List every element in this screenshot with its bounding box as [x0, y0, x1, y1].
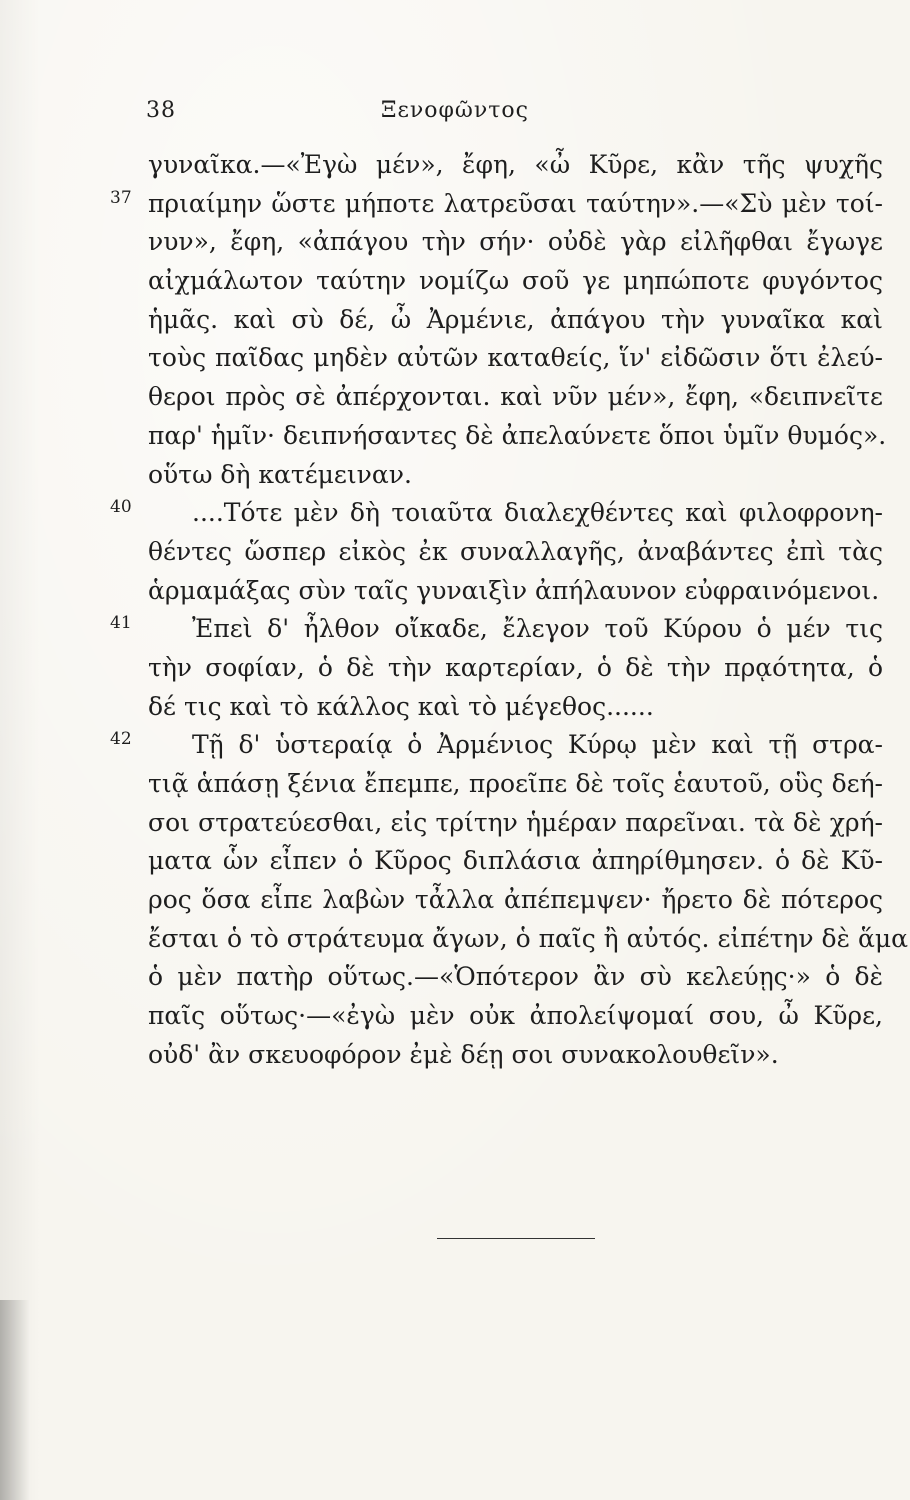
text-line [148, 688, 883, 727]
text-line [148, 456, 883, 495]
line-text: ὁ μὲν πατὴρ οὕτως.—«Ὁπότερον ἂν σὺ κελεύῃς·» ὁ δὲ [148, 962, 883, 992]
text-line [148, 533, 883, 572]
text-line [148, 378, 883, 417]
line-text: ἡμᾶς. καὶ σὺ δέ, ὦ Ἀρμένιε, ἀπάγου τὴν γυναῖκα καὶ [148, 304, 883, 334]
text-line [148, 1036, 883, 1075]
line-text: οὕτω δὴ κατέμειναν. [148, 459, 412, 489]
section-number: 40 [110, 497, 132, 518]
line-text: δέ τις καὶ τὸ κάλλος καὶ τὸ μέγεθος...... [148, 691, 654, 721]
line-text: ἁρμαμάξας σὺν ταῖς γυναιξὶν ἀπήλαυνον εὐφραινόμενοι. [148, 575, 880, 605]
line-text: τιᾷ ἁπάσῃ ξένια ἔπεμπε, προεῖπε δὲ τοῖς ἑαυτοῦ, οὓς δεή- [148, 769, 883, 798]
text-line [148, 223, 883, 262]
line-text: αἰχμάλωτον ταύτην νομίζω σοῦ γε μηπώποτε φυγόντος [148, 266, 883, 296]
line-text: τοὺς παῖδας μηδὲν αὐτῶν καταθείς, ἵν' εἰδῶσιν ὅτι ἐλεύ- [148, 343, 883, 373]
text-line [110, 610, 883, 649]
line-text: τὴν σοφίαν, ὁ δὲ τὴν καρτερίαν, ὁ δὲ τὴν πρᾳότητα, ὁ [148, 652, 883, 682]
line-text: ἔσται ὁ τὸ στράτευμα ἄγων, ὁ παῖς ἢ αὐτός. εἰπέτην δὲ ἅμα [148, 923, 908, 953]
text-line [148, 804, 883, 843]
section-number: 37 [110, 187, 132, 208]
text-line [110, 494, 883, 533]
section-number: 41 [110, 613, 132, 634]
line-text: παῖς οὕτως·—«ἐγὼ μὲν οὐκ ἀπολείψομαί σου, ὦ Κῦρε, [148, 1001, 883, 1031]
text-line [148, 765, 883, 804]
line-text: γυναῖκα.—«Ἐγὼ μέν», ἔφη, «ὦ Κῦρε, κἂν τῆς ψυχῆς [148, 150, 883, 179]
section-number: 42 [110, 729, 132, 750]
text-line [148, 649, 883, 688]
running-head: Ξενοφῶντος [381, 98, 529, 123]
text-line [148, 417, 887, 456]
line-text: νυν», ἔφη, «ἀπάγου τὴν σήν· οὐδὲ γὰρ εἰλῆφθαι ἔγωγε [148, 227, 883, 257]
text-line [148, 881, 883, 920]
body-text [110, 146, 908, 1075]
line-text: ματα ὧν εἶπεν ὁ Κῦρος διπλάσια ἀπηρίθμησεν. ὁ δὲ Κῦ- [148, 846, 883, 876]
text-line [110, 185, 883, 224]
text-line [148, 842, 883, 881]
line-text: παρ' ἡμῖν· δειπνήσαντες δὲ ἀπελαύνετε ὅποι ὑμῖν θυμός». [148, 420, 887, 450]
page-edge-shadow [0, 1300, 30, 1500]
line-text: ....Τότε μὲν δὴ τοιαῦτα διαλεχθέντες καὶ φιλοφρονη- [192, 498, 883, 528]
page-header [0, 98, 910, 132]
line-text: πριαίμην ὥστε μήποτε λατρεῦσαι ταύτην».—«Σὺ μὲν τοί- [148, 188, 883, 218]
text-line [110, 726, 883, 765]
line-text: θέντες ὥσπερ εἰκὸς ἐκ συναλλαγῆς, ἀναβάντες ἐπὶ τὰς [148, 536, 883, 566]
text-line [148, 146, 883, 185]
page-number: 38 [146, 98, 176, 123]
text-line [148, 301, 883, 340]
line-text: οὐδ' ἂν σκευοφόρον ἐμὲ δέῃ σοι συνακολουθεῖν». [148, 1039, 779, 1069]
line-text: σοι στρατεύεσθαι, εἰς τρίτην ἡμέραν παρεῖναι. τὰ δὲ χρή- [148, 807, 883, 837]
text-line [148, 572, 883, 611]
line-text: θεροι πρὸς σὲ ἀπέρχονται. καὶ νῦν μέν», ἔφη, «δειπνεῖτε [148, 382, 883, 412]
text-line [148, 339, 883, 378]
text-line [148, 262, 883, 301]
line-text: Ἐπεὶ δ' ἦλθον οἴκαδε, ἔλεγον τοῦ Κύρου ὁ μέν τις [192, 614, 883, 644]
text-line [148, 958, 883, 997]
section-end-rule [437, 1238, 595, 1239]
text-line [148, 997, 883, 1036]
line-text: ρος ὅσα εἶπε λαβὼν τἆλλα ἀπέπεμψεν· ἤρετο δὲ πότερος [148, 885, 883, 915]
line-text: Τῇ δ' ὑστεραίᾳ ὁ Ἀρμένιος Κύρῳ μὲν καὶ τῇ στρα- [192, 730, 883, 760]
text-line [148, 920, 908, 959]
